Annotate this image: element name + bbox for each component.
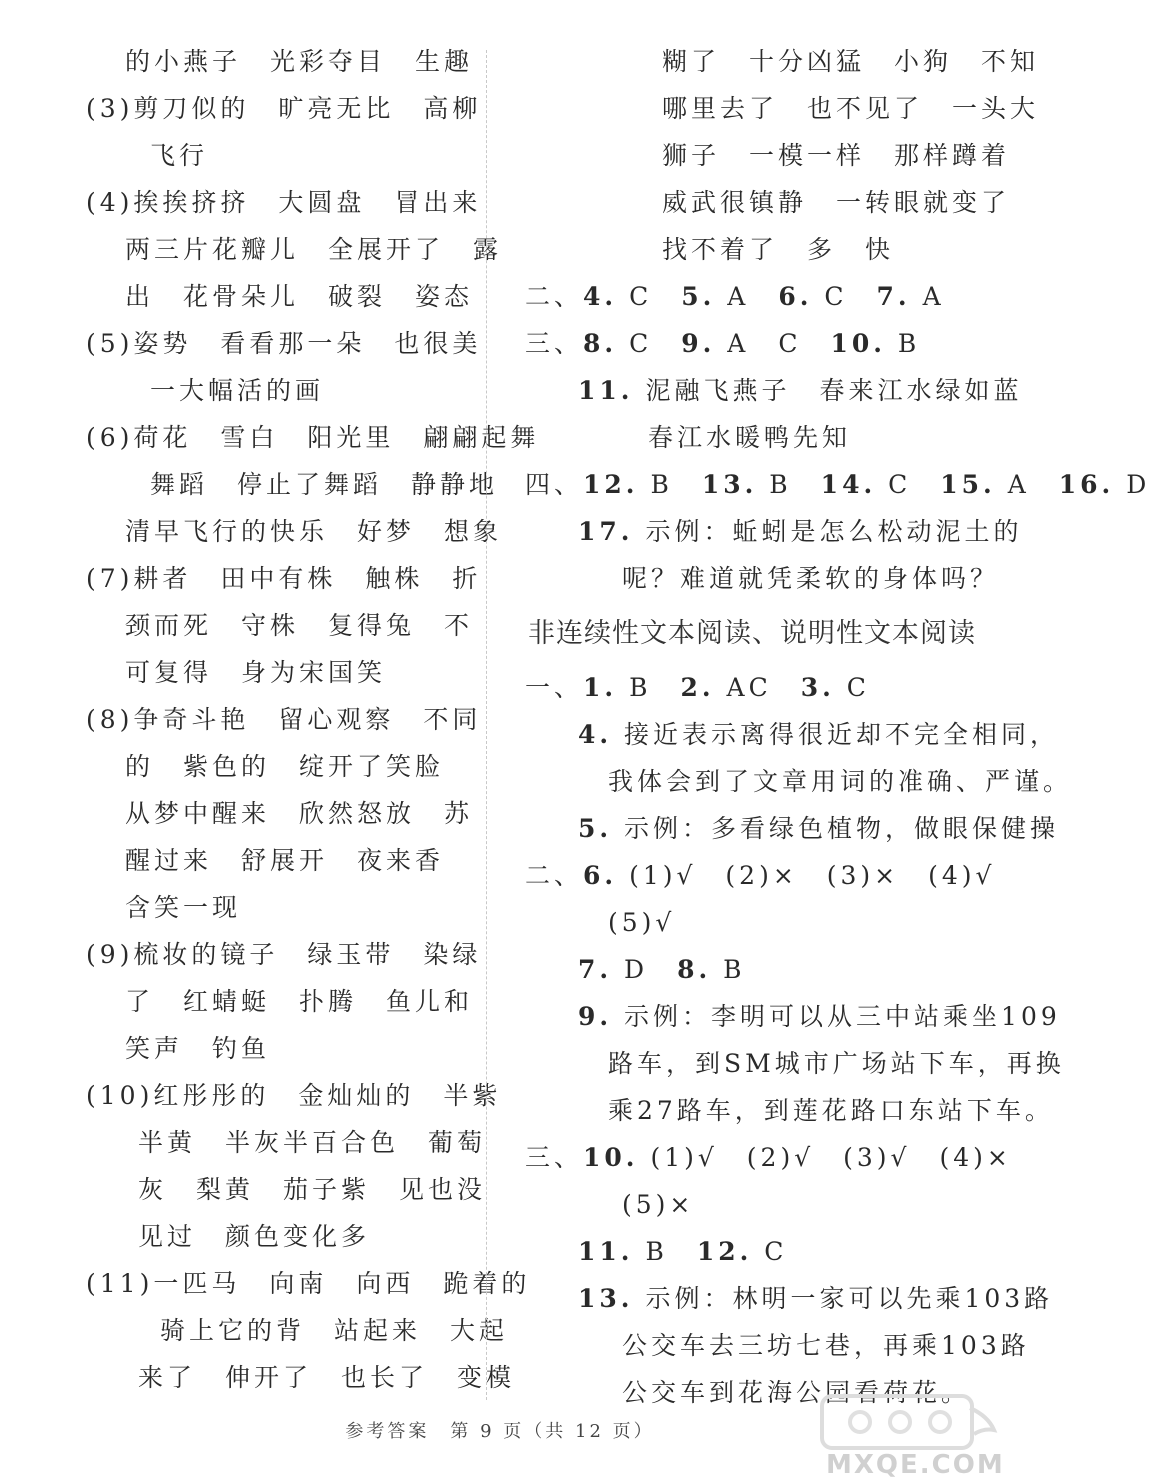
answer-line: 醒过来 舒展开 夜来香 [125,846,445,875]
answer-line: 两三片花瓣儿 全展开了 露 [125,235,503,264]
page-footer: 参考答案 第 9 页（共 12 页） [345,1421,655,1442]
answer-line: 颈而死 守株 复得兔 不 [125,611,474,640]
answer-line: 来了 伸开了 也长了 变模 [138,1363,516,1392]
answer-line: 半黄 半灰半百合色 葡萄 [138,1128,487,1157]
answer-line: 三、10. (1)√ (2)√ (3)√ (4)× [525,1143,1012,1172]
answer-line: 二、4. C 5. A 6. C 7. A [525,282,945,311]
answer-line: 灰 梨黄 茄子紫 见也没 [138,1175,487,1204]
column-divider [486,50,487,1400]
answer-line: (5)× [622,1190,695,1219]
answer-line: (7)耕者 田中有株 触株 折 [86,564,482,593]
answer-line: 11. 泥融飞燕子 春来江水绿如蓝 [578,376,1023,405]
answer-line: 飞行 [150,141,209,170]
answer-line: 17. 示例：蚯蚓是怎么松动泥土的 [578,517,1023,546]
answer-line: 哪里去了 也不见了 一头大 [662,94,1040,123]
answer-line: 含笑一现 [125,893,242,922]
answer-line: (9)梳妆的镜子 绿玉带 染绿 [86,940,482,969]
answer-line: 我体会到了文章用词的准确、严谨。 [608,767,1073,796]
answer-line: (8)争奇斗艳 留心观察 不同 [86,705,482,734]
answer-line: 糊了 十分凶猛 小狗 不知 [662,47,1040,76]
answer-line: 狮子 一模一样 那样蹲着 [662,141,1011,170]
answer-line: (4)挨挨挤挤 大圆盘 冒出来 [86,188,482,217]
answer-line: 乘27路车，到莲花路口东站下车。 [608,1096,1054,1125]
answer-line: 11. B 12. C [578,1237,788,1266]
answer-line: (3)剪刀似的 旷亮无比 高柳 [86,94,482,123]
answer-line: 4. 接近表示离得很近却不完全相同， [578,720,1060,749]
answer-line: 骑上它的背 站起来 大起 [160,1316,509,1345]
answer-line: 路车，到SM城市广场站下车，再换 [608,1049,1065,1078]
watermark-text: MXQE.COM [826,1450,1005,1480]
answer-line: 一、1. B 2. AC 3. C [525,673,870,702]
answer-line: 可复得 身为宋国笑 [125,658,387,687]
answer-line: 的小燕子 光彩夺目 生趣 [125,47,474,76]
answer-line: 从梦中醒来 欣然怒放 苏 [125,799,474,828]
answer-line: 了 红蜻蜓 扑腾 鱼儿和 [125,987,474,1016]
answer-line: 春江水暖鸭先知 [648,423,852,452]
answer-line: 二、6. (1)√ (2)× (3)× (4)√ [525,861,996,890]
answer-line: (11)一匹马 向南 向西 跪着的 [86,1269,531,1298]
answer-line: 9. 示例：李明可以从三中站乘坐109 [578,1002,1061,1031]
answer-line: 13. 示例：林明一家可以先乘103路 [578,1284,1054,1313]
answer-line: 清早飞行的快乐 好梦 想象 [125,517,503,546]
answer-line: 呢？难道就凭柔软的身体吗？ [622,564,1000,593]
answer-line: 三、8. C 9. A C 10. B [525,329,921,358]
answer-line: 一大幅活的画 [150,376,325,405]
answer-line: 威武很镇静 一转眼就变了 [662,188,1011,217]
answer-line: 见过 颜色变化多 [138,1222,371,1251]
answer-line: (10)红彤彤的 金灿灿的 半紫 [86,1081,502,1110]
answer-line: 四、12. B 13. B 14. C 15. A 16. D [525,470,1150,499]
section-title: 非连续性文本阅读、说明性文本阅读 [528,618,976,649]
answer-line: 7. D 8. B [578,955,746,984]
answer-line: 舞蹈 停止了舞蹈 静静地 [150,470,499,499]
answer-line: (6)荷花 雪白 阳光里 翩翩起舞 [86,423,540,452]
answer-line: 找不着了 多 快 [662,235,895,264]
answer-line: (5)姿势 看看那一朵 也很美 [86,329,482,358]
answer-line: (5)√ [608,908,676,937]
answer-line: 笑声 钓鱼 [125,1034,271,1063]
answer-line: 的 紫色的 绽开了笑脸 [125,752,445,781]
answer-line: 5. 示例：多看绿色植物，做眼保健操 [578,814,1060,843]
answer-line: 出 花骨朵儿 破裂 姿态 [125,282,474,311]
answer-line: 公交车去三坊七巷，再乘103路 [622,1331,1030,1360]
answer-line: 公交车到花海公园看荷花。 [622,1378,971,1407]
